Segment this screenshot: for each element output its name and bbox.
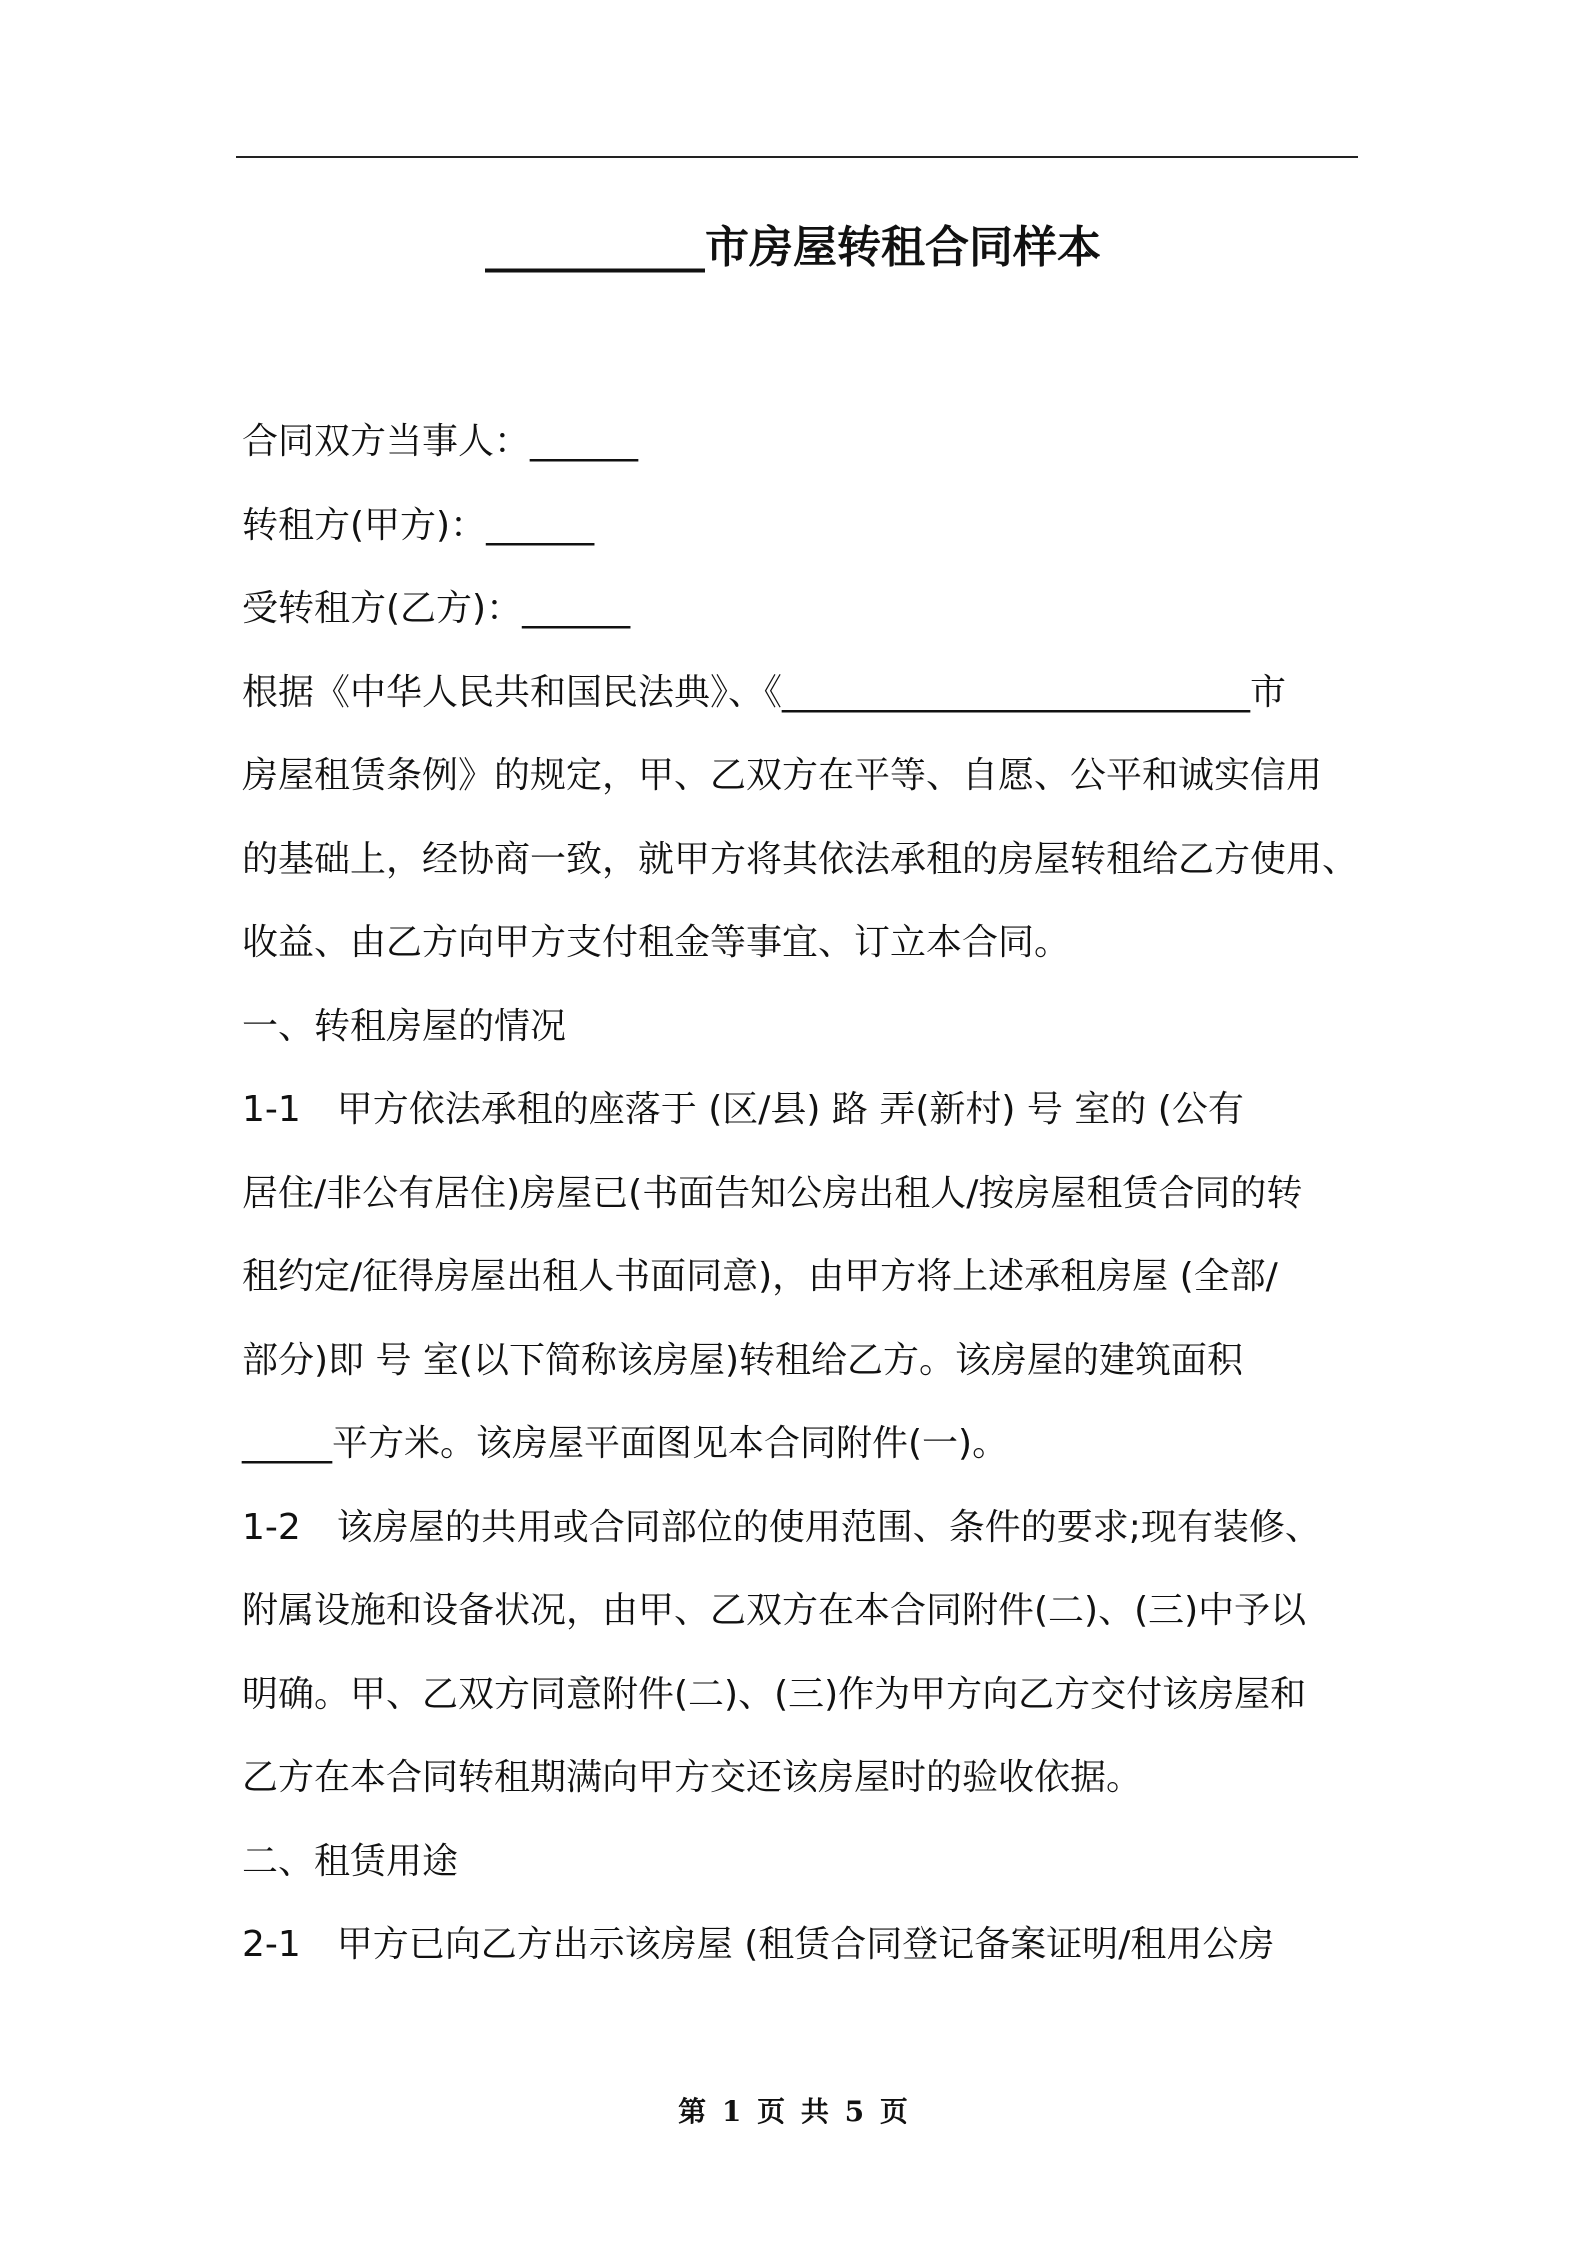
body-line: 居住/非公有居住)房屋已(书面告知公房出租人/按房屋租赁合同的转 <box>242 1172 1303 1214</box>
body-line: 乙方在本合同转租期满向甲方交还该房屋时的验收依据。 <box>242 1757 1143 1798</box>
body-line: 收益、由乙方向甲方支付租金等事宜、订立本合同。 <box>242 922 1071 963</box>
body-line: 附属设施和设备状况，由甲、乙双方在本合同附件(二)、(三)中予以 <box>242 1590 1307 1631</box>
body-line: 合同双方当事人：______ <box>242 421 639 462</box>
page-number: 第 1 页 共 5 页 <box>678 2095 908 2128</box>
section-heading: 二、租赁用途 <box>242 1840 459 1882</box>
body-line: 受转租方(乙方)：______ <box>242 588 631 629</box>
body-line: 租约定/征得房屋出租人书面同意)，由甲方将上述承租房屋 (全部/ <box>242 1256 1278 1297</box>
header-rule <box>236 156 1358 158</box>
document-body <box>242 400 1360 1987</box>
body-line: 1-2 该房屋的共用或合同部位的使用范围、条件的要求;现有装修、 <box>242 1506 1321 1548</box>
body-line: 房屋租赁条例》的规定，甲、乙双方在平等、自愿、公平和诚实信用 <box>242 755 1323 796</box>
body-line: _____平方米。该房屋平面图见本合同附件(一)。 <box>242 1423 1009 1464</box>
body-line: 转租方(甲方)：______ <box>242 504 595 546</box>
section-heading: 一、转租房屋的情况 <box>242 1005 567 1047</box>
body-line: 2-1 甲方已向乙方出示该房屋 (租赁合同登记备案证明/租用公房 <box>242 1924 1275 1965</box>
body-line: 根据《中华人民共和国民法典》、《__________________________市 <box>242 671 1287 713</box>
body-line: 明确。甲、乙双方同意附件(二)、(三)作为甲方向乙方交付该房屋和 <box>242 1673 1307 1715</box>
body-line: 1-1 甲方依法承租的座落于 (区/县) 路 弄(新村) 号 室的 (公有 <box>242 1089 1244 1130</box>
document-title: __________市房屋转租合同样本 <box>485 222 1101 273</box>
body-line: 的基础上，经协商一致，就甲方将其依法承租的房屋转租给乙方使用、 <box>242 838 1359 880</box>
body-line: 部分)即 号 室(以下简称该房屋)转租给乙方。该房屋的建筑面积 <box>242 1339 1244 1381</box>
